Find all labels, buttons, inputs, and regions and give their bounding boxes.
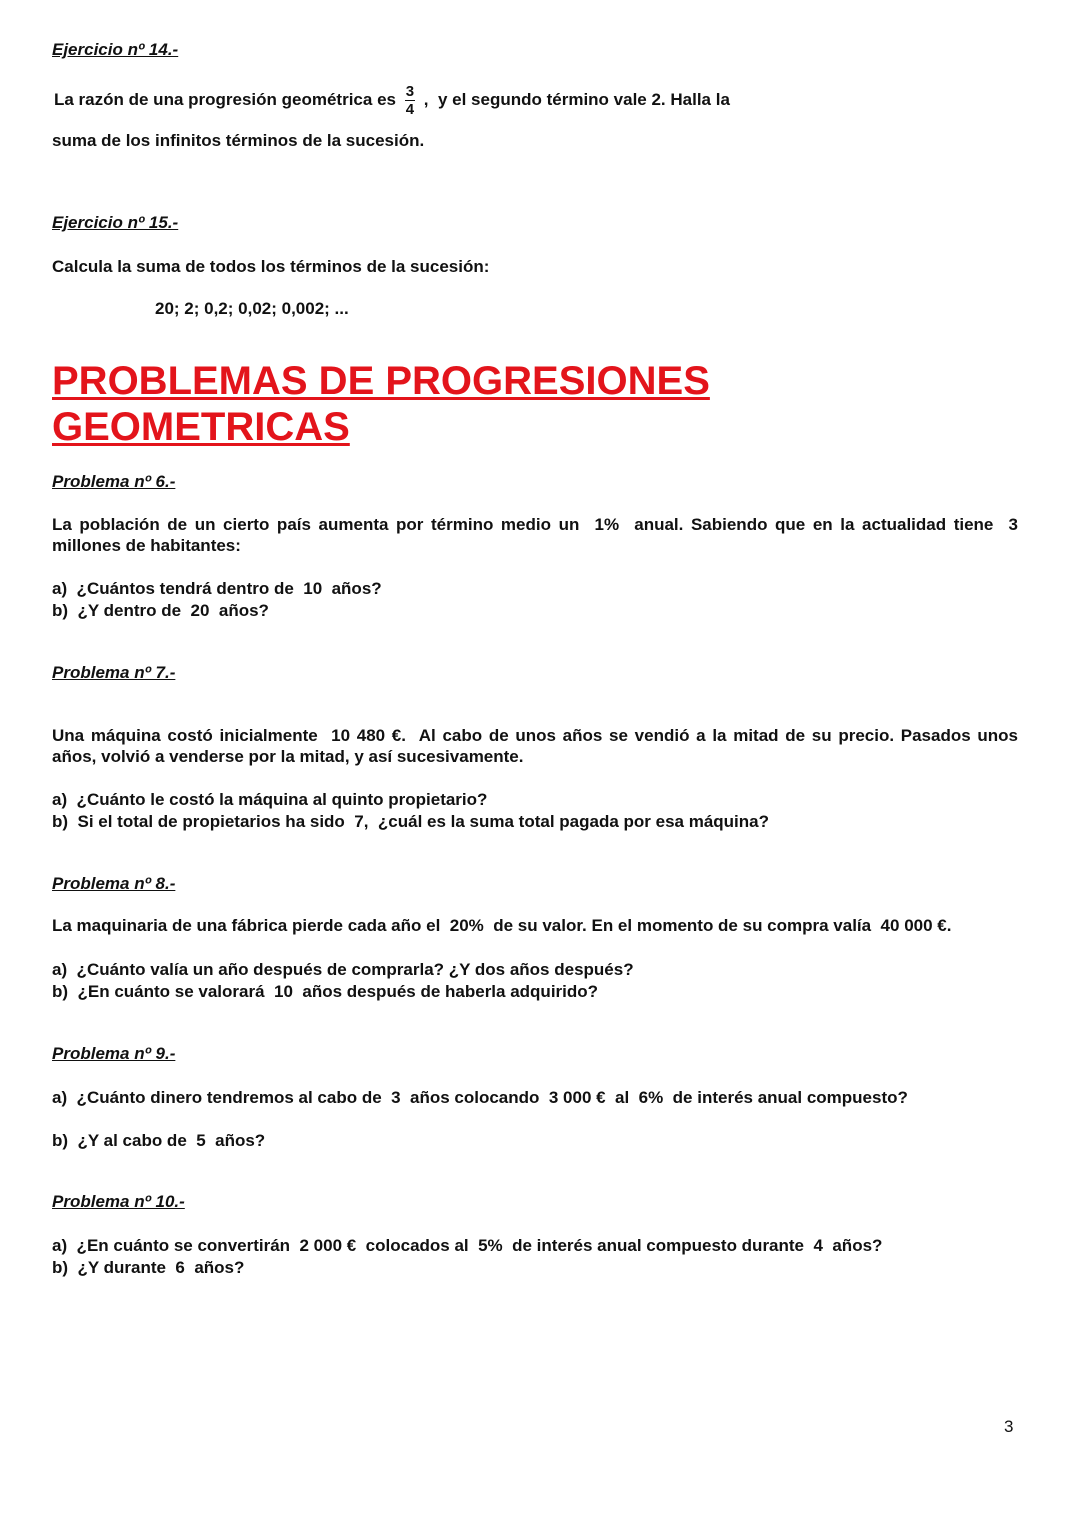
ejercicio-14-text-after-fraction: , y el segundo término vale 2. Halla la xyxy=(423,89,730,109)
ejercicio-14-text-before-fraction: La razón de una progresión geométrica es xyxy=(54,89,396,109)
problema-6-question-a: a) ¿Cuántos tendrá dentro de 10 años? xyxy=(52,579,382,598)
problema-9-question-a: a) ¿Cuánto dinero tendremos al cabo de 3 años colocando 3 000 € al 6% de interés anual compuesto? xyxy=(52,1088,908,1107)
ejercicio-15-sequence: 20; 2; 0,2; 0,02; 0,002; ... xyxy=(155,299,349,318)
ejercicio-14-heading: Ejercicio nº 14.- xyxy=(52,40,179,59)
problema-7-statement: Una máquina costó inicialmente 10 480 €. Al cabo de unos años se vendió a la mitad de su precio. Pasados unos años, volvió a venderse por la mitad, y así sucesivamente. xyxy=(52,726,1023,766)
problema-6-heading: Problema nº 6.- xyxy=(52,472,176,491)
fraction-numerator: 3 xyxy=(405,83,415,100)
ejercicio-14-statement-line-2: suma de los infinitos términos de la sucesión. xyxy=(52,131,425,150)
ejercicio-15-statement: Calcula la suma de todos los términos de la sucesión: xyxy=(52,257,490,276)
problema-6-statement: La población de un cierto país aumenta por término medio un 1% anual. Sabiendo que en la actualidad tiene 3 millones de habitantes: xyxy=(52,515,1028,555)
section-title xyxy=(52,358,710,450)
problema-8-statement: La maquinaria de una fábrica pierde cada año el 20% de su valor. En el momento de su compra valía 40 000 €. xyxy=(52,916,952,935)
ejercicio-14-statement-line-1 xyxy=(54,84,730,117)
problema-10-question-b: b) ¿Y durante 6 años? xyxy=(52,1258,245,1277)
section-title-line-2: GEOMETRICAS xyxy=(52,405,350,449)
problema-9-heading: Problema nº 9.- xyxy=(52,1044,176,1063)
problema-7-question-a: a) ¿Cuánto le costó la máquina al quinto propietario? xyxy=(52,790,488,809)
fraction-three-quarters xyxy=(405,84,415,117)
problema-6-question-b: b) ¿Y dentro de 20 años? xyxy=(52,601,269,620)
problema-8-heading: Problema nº 8.- xyxy=(52,874,176,893)
ejercicio-15-heading: Ejercicio nº 15.- xyxy=(52,213,179,232)
problema-7-question-b: b) Si el total de propietarios ha sido 7, ¿cuál es la suma total pagada por esa máquina? xyxy=(52,812,770,831)
problema-7-heading: Problema nº 7.- xyxy=(52,663,176,682)
page-number: 3 xyxy=(1004,1417,1014,1436)
problema-10-heading: Problema nº 10.- xyxy=(52,1192,185,1211)
problema-8-question-b: b) ¿En cuánto se valorará 10 años después de haberla adquirido? xyxy=(52,982,599,1001)
section-title-line-1: PROBLEMAS DE PROGRESIONES xyxy=(52,359,710,403)
problema-10-question-a: a) ¿En cuánto se convertirán 2 000 € colocados al 5% de interés anual compuesto durante 4 años? xyxy=(52,1236,883,1255)
fraction-denominator: 4 xyxy=(405,101,415,118)
problema-9-question-b: b) ¿Y al cabo de 5 años? xyxy=(52,1131,266,1150)
problema-8-question-a: a) ¿Cuánto valía un año después de comprarla? ¿Y dos años después? xyxy=(52,960,634,979)
